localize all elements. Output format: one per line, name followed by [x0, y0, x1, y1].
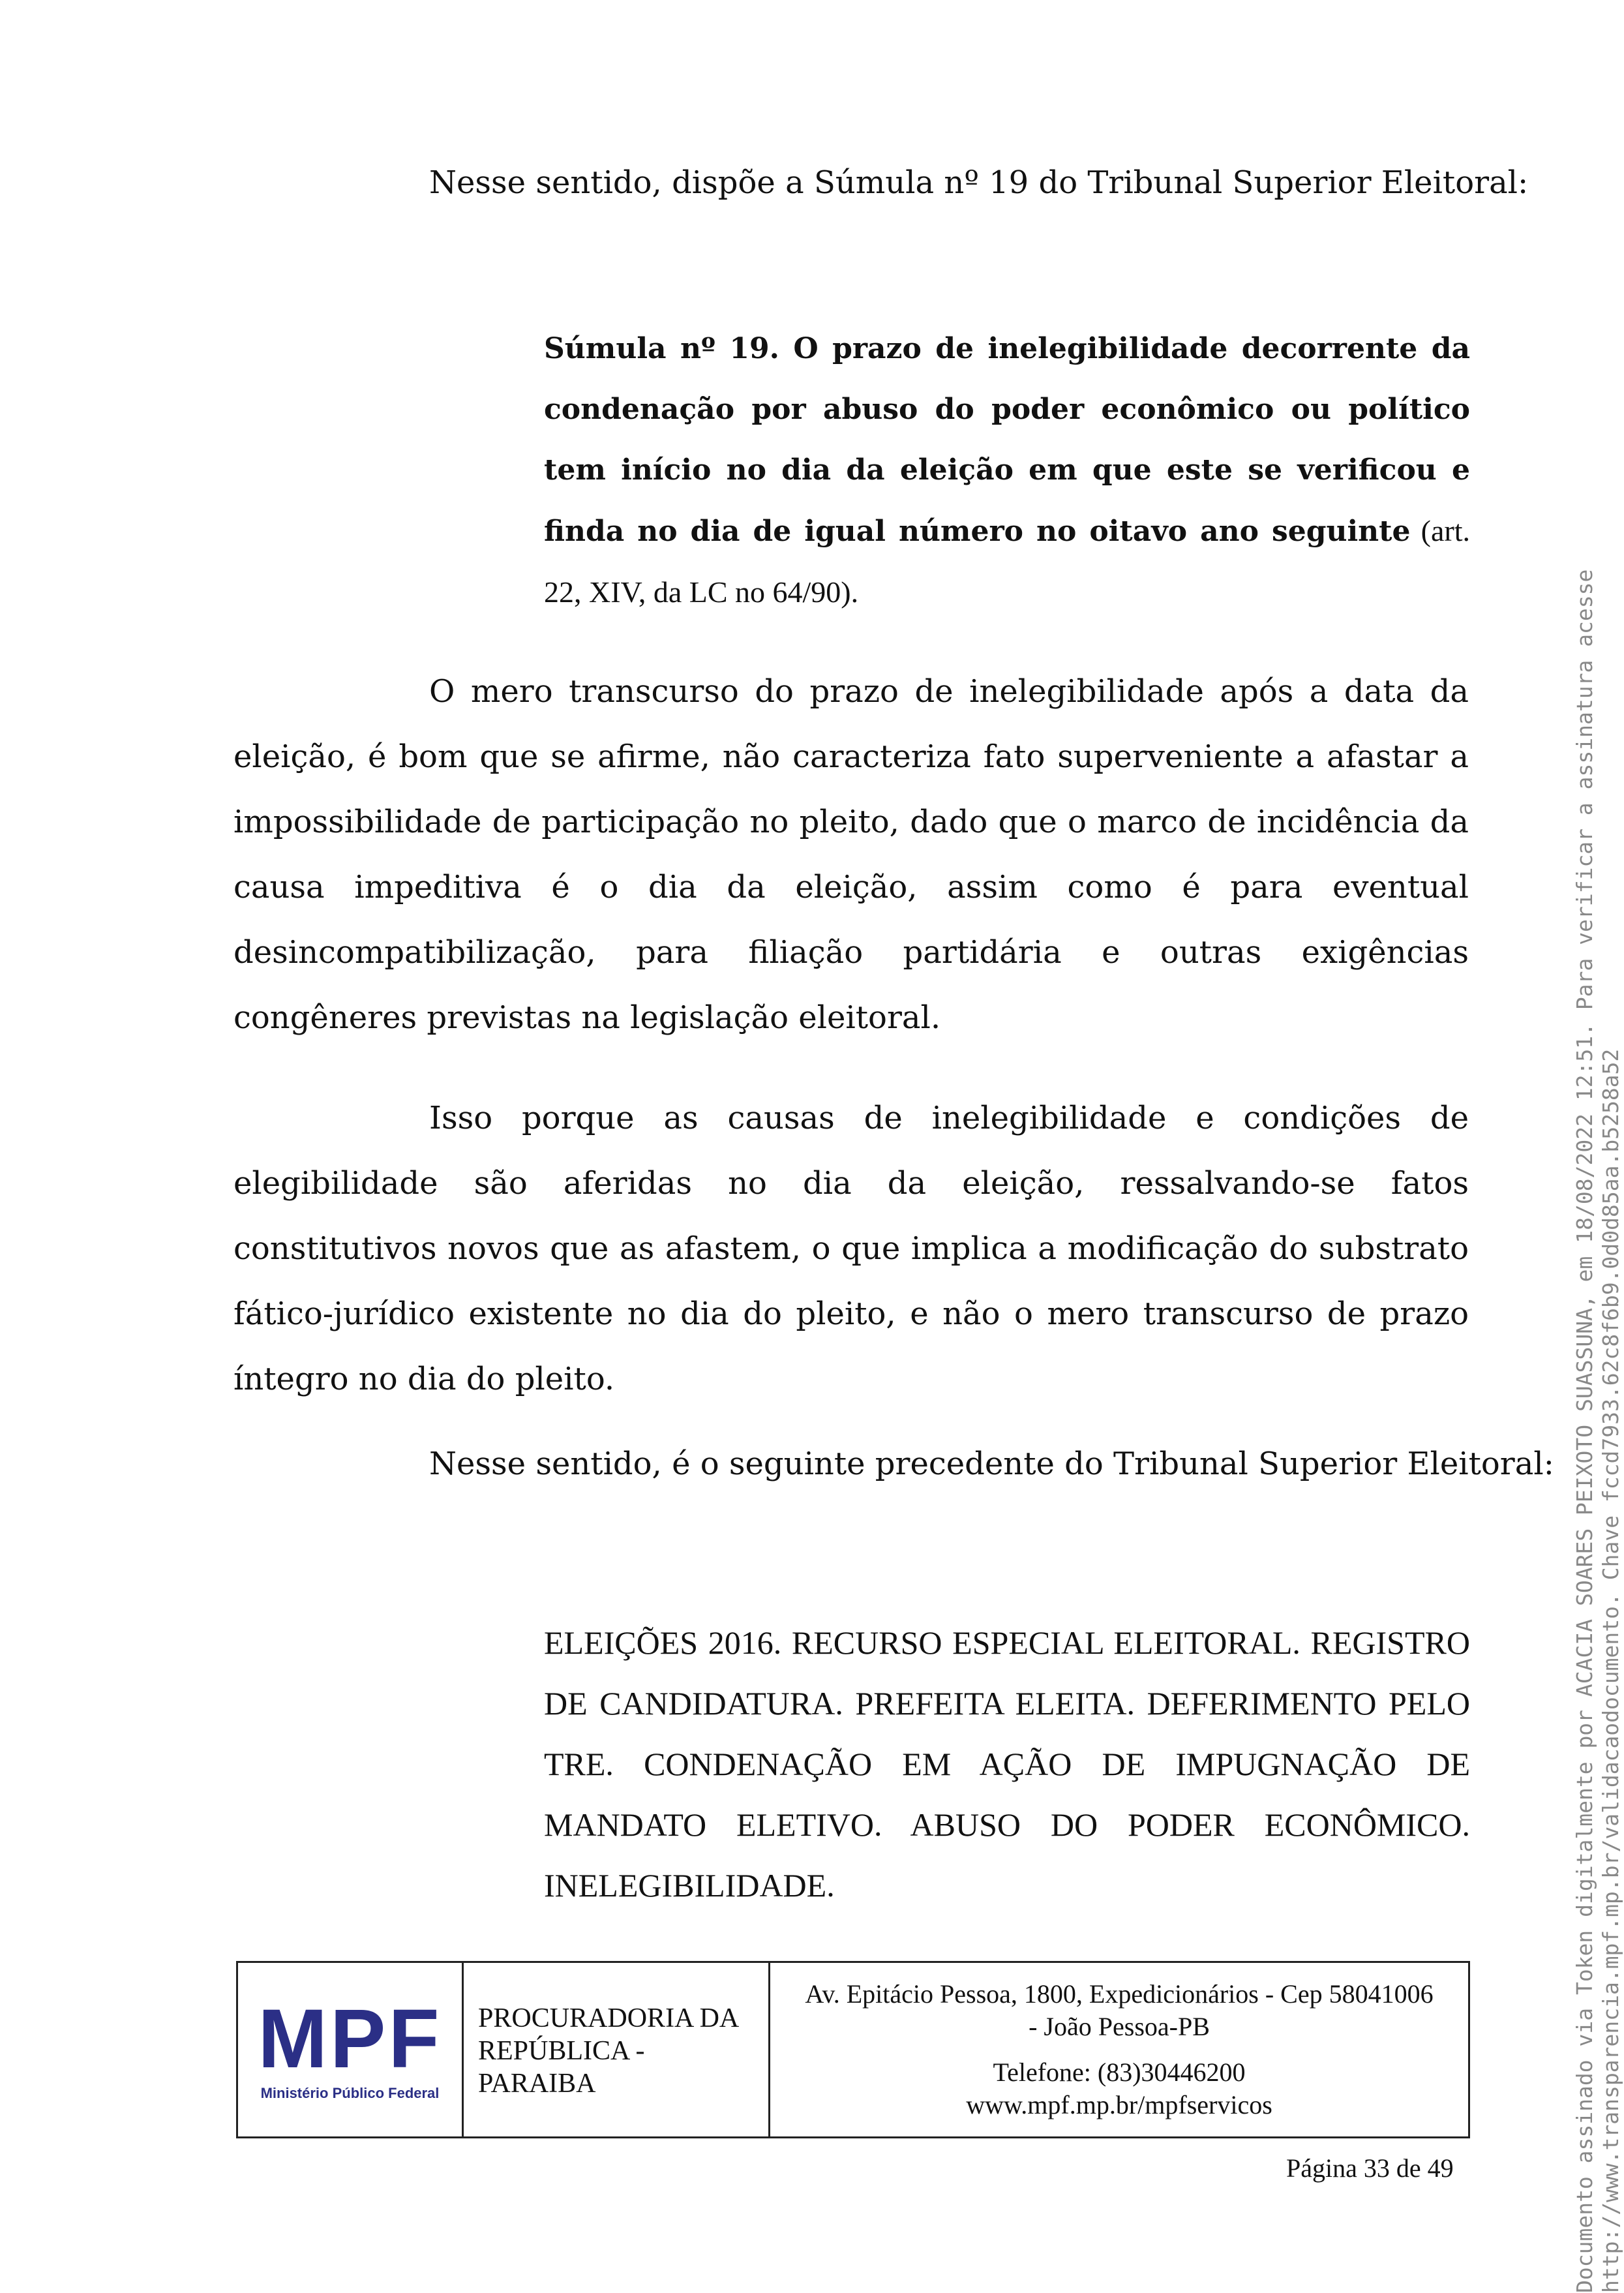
org-line-3: PARAIBA	[478, 2069, 596, 2099]
mpf-logo-subtitle: Ministério Público Federal	[260, 2085, 440, 2101]
sumula-intro-text: Nesse sentido, dispõe a Súmula nº 19 do Tribunal Superior Eleitoral:	[429, 164, 1529, 201]
org-line-2: REPÚBLICA -	[478, 2036, 645, 2066]
precedente-intro-text: Nesse sentido, é o seguinte precedente do Tribunal Superior Eleitoral:	[429, 1446, 1554, 1482]
address-line-2: - João Pessoa-PB	[1029, 2012, 1210, 2041]
mpf-logo	[238, 1963, 464, 2136]
sumula-quote-bold: Súmula nº 19. O prazo de inelegibilidade decorrente da condenação por abuso do poder econômico ou político tem início no dia da eleição em que este se verificou e finda no dia de igual número no oitavo ano seguinte	[544, 332, 1470, 548]
footer-contact	[770, 1963, 1468, 2136]
sumula-quote-citation: (art. 22, XIV, da LC no 64/90).	[544, 514, 1470, 609]
digital-signature-stamp	[1572, 569, 1624, 2293]
phone-number: Telefone: (83)30446200	[993, 2058, 1246, 2087]
page-number: Página 33 de 49	[1286, 2153, 1454, 2183]
paragraph-causas: Isso porque as causas de inelegibilidade e condições de elegibilidade são aferidas no dia da eleição, ressalvando-se fatos constitutivos novos que as afastem, o que implica a modificação do substrato fático-jurídico existente no dia do pleito, e não o mero transcurso de prazo íntegro no dia do pleito.	[233, 1100, 1469, 1397]
org-line-1: PROCURADORIA DA	[478, 2003, 740, 2033]
paragraph-transcurso: O mero transcurso do prazo de inelegibilidade após a data da eleição, é bom que se afirme, não caracteriza fato superveniente a afastar a impossibilidade de participação no pleito, dado que o marco de incidência da causa impeditiva é o dia da eleição, assim como é para eventual desincompatibilização, para filiação partidária e outras exigências congêneres previstas na legislação eleitoral.	[233, 673, 1469, 1036]
footer-organization	[464, 1963, 770, 2136]
website-url: www.mpf.mp.br/mpfservicos	[966, 2090, 1272, 2119]
signature-stamp-line-1: Documento assinado via Token digitalmente por ACACIA SOARES PEIXOTO SUASSUNA, em 18/08/2022 12:51. Para verificar a assinatura acesse	[1572, 569, 1597, 2293]
signature-stamp-line-2: http://www.transparencia.mpf.mp.br/validacaodocumento. Chave fccd7933.62c8f6b9.0d0d85aa.b5258a52	[1598, 1048, 1623, 2293]
address-line-1: Av. Epitácio Pessoa, 1800, Expedicionários - Cep 58041006	[805, 1979, 1434, 2009]
precedente-quote: ELEIÇÕES 2016. RECURSO ESPECIAL ELEITORAL. REGISTRO DE CANDIDATURA. PREFEITA ELEITA. DEFERIMENTO PELO TRE. CONDENAÇÃO EM AÇÃO DE IMPUGNAÇÃO DE MANDATO ELETIVO. ABUSO DO PODER ECONÔMICO. INELEGIBILIDADE.	[544, 1624, 1470, 1904]
mpf-logo-mark: MPF	[258, 1992, 442, 2086]
letterhead-footer	[236, 1961, 1470, 2138]
sumula-quote	[544, 318, 1470, 623]
